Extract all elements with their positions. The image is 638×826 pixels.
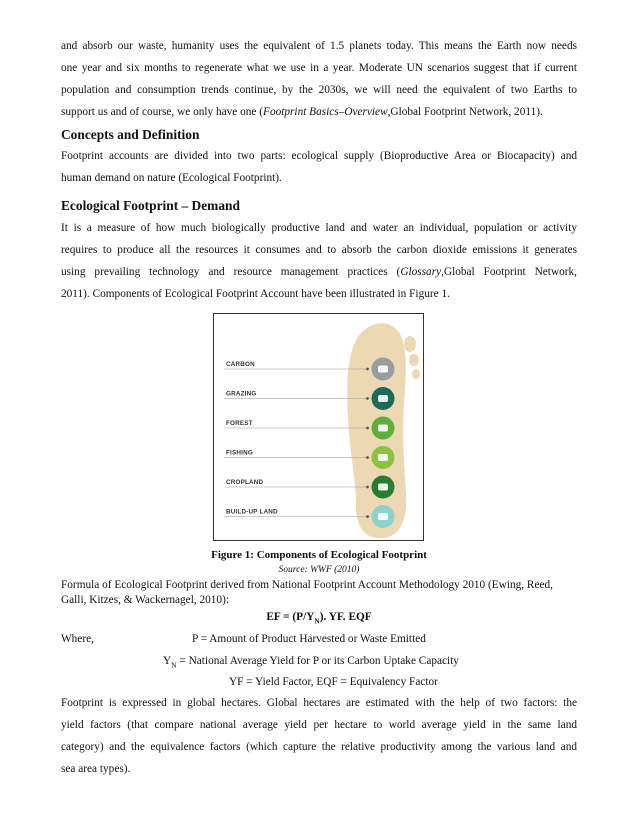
paragraph-line: human demand on nature (Ecological Footprint).	[61, 172, 282, 184]
citation-title: Glossary	[400, 266, 442, 278]
paragraph-line: Footprint is expressed in global hectares. Global hectares are estimated with the help of two factors: the	[61, 697, 577, 709]
text-run: using prevailing technology and resource management practices (	[61, 266, 401, 278]
concepts-paragraph	[61, 145, 577, 189]
toe-shape	[412, 369, 420, 379]
leader-dot	[366, 427, 369, 430]
text-run: ,Global Footprint Network, 2011).	[387, 106, 543, 118]
paragraph-line	[61, 261, 577, 283]
category-label: FISHING	[226, 449, 253, 457]
paragraph-line: category) and the equivalence factors (which capture the relative productivity among the various land and	[61, 741, 577, 753]
demand-paragraph	[61, 217, 577, 305]
paragraph-line: Footprint accounts are divided into two parts: ecological supply (Bioproductive Area or Biocapacity) and	[61, 150, 577, 162]
where-label: Where,	[61, 633, 94, 645]
section-heading-concepts: Concepts and Definition	[61, 127, 200, 142]
paragraph-line: one year and six months to regenerate what we use in a year. Moderate UN scenarios suggest that if current	[61, 62, 577, 74]
paragraph-line	[61, 101, 577, 123]
category-glyph-icon	[378, 484, 388, 491]
paragraph-line: population and consumption trends continue, by the 2030s, we will need the equivalent of two Earths to	[61, 84, 577, 96]
leader-dot	[366, 515, 369, 518]
text-run: ,Global Footprint Network,	[441, 266, 577, 278]
figure-source: Source: WWF (2010)	[278, 565, 360, 575]
paragraph-line: requires to produce all the resources it consumes and to absorb the carbon dioxide emissions it generates	[61, 244, 577, 256]
definition-yf-eqf: YF = Yield Factor, EQF = Equivalency Factor	[229, 676, 438, 688]
category-glyph-icon	[378, 366, 388, 373]
formula-part: ). YF. EQF	[319, 611, 372, 623]
section-heading-demand: Ecological Footprint – Demand	[61, 198, 240, 213]
global-hectares-paragraph	[61, 692, 577, 780]
figure-caption: Figure 1: Components of Ecological Footprint	[211, 549, 427, 561]
paragraph-line: sea area types).	[61, 763, 131, 775]
text-run: support us and of course, we only have one (	[61, 106, 264, 118]
subscript: N	[171, 660, 177, 670]
category-label: CARBON	[226, 361, 255, 368]
text-run: Y	[163, 655, 172, 667]
category-label: GRAZING	[226, 390, 257, 398]
citation-title: Footprint Basics–Overview	[263, 106, 388, 118]
paragraph-line: yield factors (that compare national average yield per hectare to world average yield in the same land	[61, 719, 577, 731]
category-glyph-icon	[378, 513, 388, 520]
paragraph-line: Formula of Ecological Footprint derived from National Footprint Account Methodology 2010 (Ewing, Reed,	[61, 579, 553, 591]
formula-intro	[61, 578, 577, 608]
paragraph-line: Galli, Kitzes, & Wackernagel, 2010):	[61, 594, 229, 606]
leader-dot	[366, 397, 369, 400]
category-glyph-icon	[378, 425, 388, 432]
formula-part: EF = (P/Y	[266, 611, 315, 623]
leader-dot	[366, 486, 369, 489]
formula-ef	[0, 611, 638, 625]
intro-paragraph	[61, 35, 577, 123]
paragraph-line: 2011). Components of Ecological Footprint Account have been illustrated in Figure 1.	[61, 288, 450, 300]
definition-yn	[163, 655, 459, 669]
definition-p: P = Amount of Product Harvested or Waste Emitted	[192, 633, 426, 645]
toe-shape	[404, 336, 416, 352]
leader-dot	[366, 368, 369, 371]
footprint-illustration	[214, 314, 423, 540]
paragraph-line: and absorb our waste, humanity uses the equivalent of 1.5 planets today. This means the Earth now needs	[61, 40, 577, 52]
category-glyph-icon	[378, 395, 388, 402]
figure-footprint	[213, 313, 424, 541]
category-glyph-icon	[378, 454, 388, 461]
leader-dot	[366, 456, 369, 459]
text-run: = National Average Yield for P or its Carbon Uptake Capacity	[176, 655, 459, 667]
formula-subscript: N	[314, 616, 320, 626]
category-label: BUILD-UP LAND	[226, 508, 278, 516]
category-label: FOREST	[226, 420, 253, 427]
toe-shape	[409, 354, 419, 366]
paragraph-line: It is a measure of how much biologically productive land and water an individual, population or activity	[61, 222, 577, 234]
category-label: CROPLAND	[226, 479, 264, 486]
